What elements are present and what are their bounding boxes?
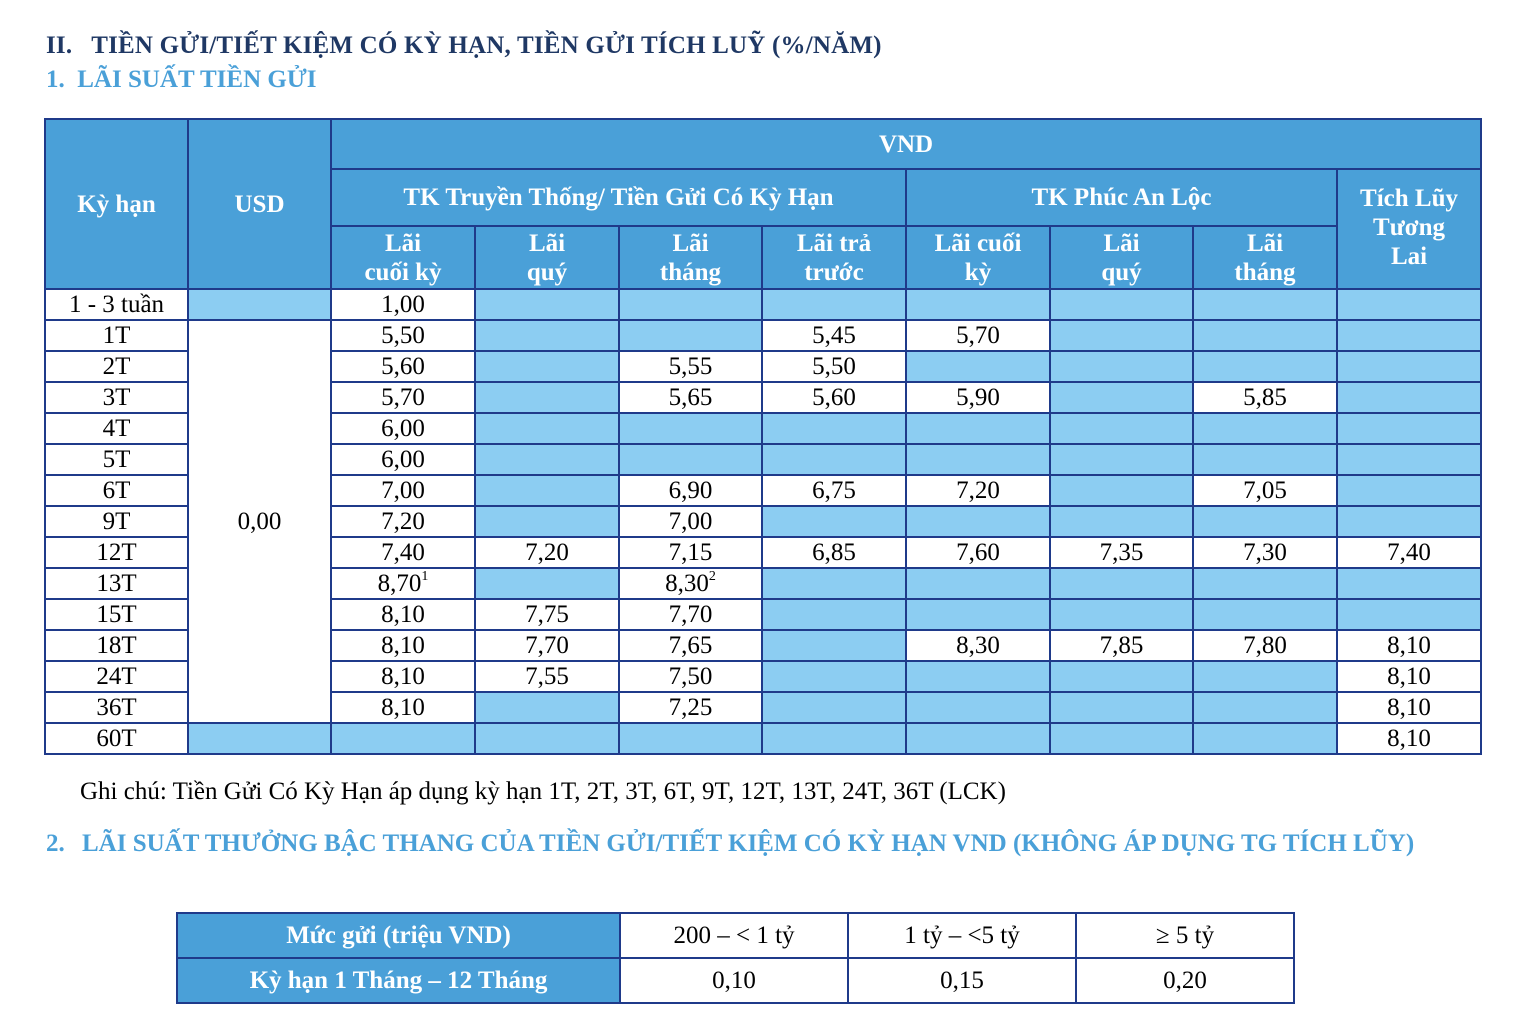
tier-rate-2: 0,15 xyxy=(848,958,1076,1003)
rate-cell-pal-end xyxy=(906,630,1050,661)
empty-cell xyxy=(1050,289,1193,320)
rate-value: 5,70 xyxy=(956,322,1000,349)
term-cell: 6T xyxy=(45,475,188,506)
header-pal-end-label: Lãi cuối kỳ xyxy=(934,229,1022,286)
rate-value: 7,20 xyxy=(381,508,425,535)
term-cell: 24T xyxy=(45,661,188,692)
rate-cell-tt-month xyxy=(619,537,762,568)
rate-cell-tt-end xyxy=(331,692,475,723)
empty-cell xyxy=(762,692,906,723)
header-tich-luy-tuong-lai xyxy=(1337,169,1481,289)
empty-cell xyxy=(475,413,619,444)
rate-cell-tt-end xyxy=(331,630,475,661)
rate-cell-tt-month xyxy=(619,661,762,692)
rate-cell-tt-month xyxy=(619,382,762,413)
header-tich-luy-label: Tích Lũy Tương Lai xyxy=(1360,185,1458,270)
empty-cell xyxy=(906,506,1050,537)
empty-cell xyxy=(1337,599,1481,630)
rate-value: 7,70 xyxy=(525,632,569,659)
empty-cell xyxy=(619,444,762,475)
term-cell: 1 - 3 tuần xyxy=(45,289,188,320)
rate-value: 8,10 xyxy=(1387,632,1431,659)
rate-value: 7,85 xyxy=(1099,632,1144,659)
rate-cell-tt-end xyxy=(331,320,475,351)
empty-cell xyxy=(619,320,762,351)
empty-cell xyxy=(906,444,1050,475)
rate-cell-tt-month xyxy=(619,506,762,537)
header-tt-month-label: Lãi tháng xyxy=(659,229,722,286)
rate-value: 6,85 xyxy=(812,539,856,566)
header-tt-quarterly xyxy=(475,226,619,289)
header-traditional-savings: TK Truyền Thống/ Tiền Gửi Có Kỳ Hạn xyxy=(331,169,906,226)
rate-value: 7,75 xyxy=(525,601,569,628)
rate-value: 7,50 xyxy=(668,663,713,690)
header-term: Kỳ hạn xyxy=(45,119,188,289)
rate-cell-tt-month xyxy=(619,630,762,661)
rate-value: 7,35 xyxy=(1099,539,1144,566)
empty-cell xyxy=(1050,475,1193,506)
empty-cell xyxy=(475,568,619,599)
rate-cell-tt-end xyxy=(331,413,475,444)
term-cell: 1T xyxy=(45,320,188,351)
empty-cell xyxy=(1050,444,1193,475)
empty-cell xyxy=(1193,320,1337,351)
rate-value: 7,25 xyxy=(668,694,713,721)
rate-cell-tt-end xyxy=(331,382,475,413)
term-cell: 13T xyxy=(45,568,188,599)
rate-value: 5,65 xyxy=(668,384,713,411)
rate-value: 8,10 xyxy=(381,663,425,690)
empty-cell xyxy=(762,723,906,754)
rates-table-body xyxy=(45,289,1481,754)
empty-cell xyxy=(762,630,906,661)
empty-cell xyxy=(475,506,619,537)
empty-cell xyxy=(1050,506,1193,537)
subsection-number: 2. xyxy=(46,830,65,857)
header-phuc-an-loc: TK Phúc An Lộc xyxy=(906,169,1337,226)
deposit-level-label: Mức gửi (triệu VND) xyxy=(177,913,620,958)
table-row xyxy=(45,723,1481,754)
rate-cell-pal-end xyxy=(906,475,1050,506)
rate-value: 7,55 xyxy=(525,663,569,690)
rate-cell-tt-end xyxy=(331,537,475,568)
empty-cell xyxy=(1193,599,1337,630)
empty-cell xyxy=(762,568,906,599)
empty-cell xyxy=(1193,444,1337,475)
table-note: Ghi chú: Tiền Gửi Có Kỳ Hạn áp dụng kỳ hạn 1T, 2T, 3T, 6T, 9T, 12T, 13T, 24T, 36T (LCK) xyxy=(80,778,1006,805)
rate-cell-tt-end xyxy=(331,599,475,630)
rate-cell-pal-end xyxy=(906,537,1050,568)
rate-cell-tt-month xyxy=(619,351,762,382)
rate-cell-pal-month xyxy=(1193,630,1337,661)
rate-value: 6,00 xyxy=(381,415,425,442)
empty-cell xyxy=(1193,351,1337,382)
empty-cell xyxy=(906,723,1050,754)
empty-cell xyxy=(475,475,619,506)
empty-cell xyxy=(1337,413,1481,444)
term-cell: 18T xyxy=(45,630,188,661)
empty-cell xyxy=(475,320,619,351)
rate-value: 7,00 xyxy=(381,477,425,504)
rate-cell-pal-quarter xyxy=(1050,537,1193,568)
rate-cell-tt-month xyxy=(619,475,762,506)
empty-cell xyxy=(1050,692,1193,723)
rate-cell-tt-quarter xyxy=(475,661,619,692)
section-title: II. TIỀN GỬI/TIẾT KIỆM CÓ KỲ HẠN, TIỀN GỬI TÍCH LUỸ (%/NĂM) xyxy=(46,32,882,59)
term-cell: 15T xyxy=(45,599,188,630)
empty-cell xyxy=(762,413,906,444)
rate-cell-tt-prepaid xyxy=(762,351,906,382)
empty-cell xyxy=(1193,568,1337,599)
usd-empty-cell xyxy=(188,289,331,320)
empty-cell xyxy=(906,692,1050,723)
rate-value: 6,00 xyxy=(381,446,425,473)
header-tt-end-label: Lãi cuối kỳ xyxy=(364,229,442,286)
rate-value: 5,70 xyxy=(381,384,425,411)
empty-cell xyxy=(475,692,619,723)
empty-cell xyxy=(475,382,619,413)
rate-value: 7,65 xyxy=(668,632,713,659)
empty-cell xyxy=(1193,413,1337,444)
table-row xyxy=(45,289,1481,320)
header-tt-prepaid xyxy=(762,226,906,289)
rate-value: 5,50 xyxy=(812,353,856,380)
rate-value: 6,75 xyxy=(812,477,856,504)
rate-cell-tich-luy xyxy=(1337,692,1481,723)
rate-value: 8,10 xyxy=(1387,694,1431,721)
empty-cell xyxy=(1193,289,1337,320)
empty-cell xyxy=(906,289,1050,320)
term-cell: 2T xyxy=(45,351,188,382)
header-tt-monthly xyxy=(619,226,762,289)
rate-cell-tt-month xyxy=(619,692,762,723)
rate-value: 8,30 xyxy=(956,632,1000,659)
rate-cell-tt-end xyxy=(331,661,475,692)
tier-rate-3: 0,20 xyxy=(1076,958,1294,1003)
header-pal-month-label: Lãi tháng xyxy=(1234,229,1296,286)
rate-value: 7,20 xyxy=(956,477,1000,504)
empty-cell xyxy=(762,506,906,537)
empty-cell xyxy=(1337,568,1481,599)
rate-cell-tt-end xyxy=(331,289,475,320)
empty-cell xyxy=(1193,661,1337,692)
rate-cell-tt-prepaid xyxy=(762,382,906,413)
header-tt-prepaid-label: Lãi trả trước xyxy=(796,229,872,286)
rate-value: 1,00 xyxy=(381,291,425,318)
rate-cell-tt-end xyxy=(331,568,475,599)
table-row xyxy=(45,320,1481,351)
empty-cell xyxy=(906,599,1050,630)
rate-value: 7,15 xyxy=(668,539,713,566)
empty-cell xyxy=(1050,320,1193,351)
rate-cell-tich-luy xyxy=(1337,723,1481,754)
empty-cell xyxy=(475,444,619,475)
rate-cell-tt-end xyxy=(331,444,475,475)
empty-cell xyxy=(1193,506,1337,537)
empty-cell xyxy=(1050,413,1193,444)
rate-cell-tt-month xyxy=(619,568,762,599)
rate-cell-tich-luy xyxy=(1337,630,1481,661)
rate-cell-pal-quarter xyxy=(1050,630,1193,661)
rate-cell-pal-end xyxy=(906,320,1050,351)
term-range-label: Kỳ hạn 1 Tháng – 12 Tháng xyxy=(177,958,620,1003)
header-tt-quarter-label: Lãi quý xyxy=(526,229,568,286)
tier-header-2: 1 tỷ – <5 tỷ xyxy=(848,913,1076,958)
rate-cell-tich-luy xyxy=(1337,537,1481,568)
empty-cell xyxy=(1193,692,1337,723)
header-vnd: VND xyxy=(331,119,1481,169)
rate-cell-tt-prepaid xyxy=(762,537,906,568)
empty-cell xyxy=(619,723,762,754)
header-pal-monthly xyxy=(1193,226,1337,289)
tier-header-3: ≥ 5 tỷ xyxy=(1076,913,1294,958)
empty-cell xyxy=(1050,351,1193,382)
rate-cell-tt-end xyxy=(331,475,475,506)
rate-value: 7,70 xyxy=(668,601,713,628)
rate-cell-tt-end xyxy=(331,506,475,537)
subsection-title-deposit-rates: 1. LÃI SUẤT TIỀN GỬI xyxy=(46,66,317,93)
rate-cell-tt-month xyxy=(619,599,762,630)
empty-cell xyxy=(1337,444,1481,475)
empty-cell xyxy=(1050,599,1193,630)
rate-value: 5,60 xyxy=(381,353,425,380)
rate-cell-tt-quarter xyxy=(475,630,619,661)
rate-value: 8,10 xyxy=(381,632,425,659)
empty-cell xyxy=(906,413,1050,444)
rate-cell-pal-month xyxy=(1193,475,1337,506)
empty-cell xyxy=(1337,475,1481,506)
rate-cell-tt-quarter xyxy=(475,599,619,630)
rate-value: 7,20 xyxy=(525,539,569,566)
empty-cell xyxy=(331,723,475,754)
rate-cell-pal-month xyxy=(1193,382,1337,413)
rate-value: 8,10 xyxy=(1387,725,1431,752)
rate-value: 5,85 xyxy=(1243,384,1287,411)
empty-cell xyxy=(475,723,619,754)
rate-value: 6,90 xyxy=(668,477,713,504)
empty-cell xyxy=(475,289,619,320)
rate-cell-pal-end xyxy=(906,382,1050,413)
tier-header-1: 200 – < 1 tỷ xyxy=(620,913,848,958)
deposit-rates-table xyxy=(44,118,1482,755)
empty-cell xyxy=(762,599,906,630)
empty-cell xyxy=(1337,382,1481,413)
subsection-title-text: LÃI SUẤT THƯỞNG BẬC THANG CỦA TIỀN GỬI/TIẾT KIỆM CÓ KỲ HẠN VND (KHÔNG ÁP DỤNG TG TÍCH LŨY) xyxy=(82,830,1415,857)
empty-cell xyxy=(906,568,1050,599)
rate-value: 8,10 xyxy=(1387,663,1431,690)
rate-value: 5,45 xyxy=(812,322,856,349)
rate-cell-tt-prepaid xyxy=(762,475,906,506)
tier-rate-1: 0,10 xyxy=(620,958,848,1003)
subsection-title-tiered-bonus xyxy=(46,828,1486,859)
term-cell: 12T xyxy=(45,537,188,568)
rate-value: 7,30 xyxy=(1243,539,1287,566)
rate-value: 8,10 xyxy=(381,601,425,628)
rate-value: 5,50 xyxy=(381,322,425,349)
empty-cell xyxy=(1337,289,1481,320)
term-cell: 9T xyxy=(45,506,188,537)
empty-cell xyxy=(1337,320,1481,351)
header-pal-end-of-term xyxy=(906,226,1050,289)
usd-empty-cell xyxy=(188,723,331,754)
empty-cell xyxy=(1337,506,1481,537)
rate-value: 7,40 xyxy=(1387,539,1431,566)
rate-value: 5,60 xyxy=(812,384,856,411)
empty-cell xyxy=(1193,723,1337,754)
rate-cell-tt-prepaid xyxy=(762,320,906,351)
empty-cell xyxy=(1337,351,1481,382)
tiered-bonus-table xyxy=(176,912,1295,1004)
empty-cell xyxy=(619,289,762,320)
empty-cell xyxy=(762,444,906,475)
rate-value: 7,60 xyxy=(956,539,1000,566)
empty-cell xyxy=(906,351,1050,382)
rate-cell-tt-quarter xyxy=(475,537,619,568)
rate-value: 8,10 xyxy=(381,694,425,721)
term-cell: 5T xyxy=(45,444,188,475)
header-pal-quarterly xyxy=(1050,226,1193,289)
rate-value: 8,70 xyxy=(377,570,422,597)
empty-cell xyxy=(1050,382,1193,413)
term-cell: 60T xyxy=(45,723,188,754)
header-pal-quarter-label: Lãi quý xyxy=(1101,229,1142,286)
term-cell: 36T xyxy=(45,692,188,723)
header-tt-end-of-term xyxy=(331,226,475,289)
rate-value: 7,80 xyxy=(1243,632,1287,659)
term-cell: 4T xyxy=(45,413,188,444)
empty-cell xyxy=(906,661,1050,692)
footnote-marker: 1 xyxy=(421,568,429,584)
empty-cell xyxy=(619,413,762,444)
empty-cell xyxy=(762,661,906,692)
usd-rate-cell: 0,00 xyxy=(188,320,331,723)
footnote-marker: 2 xyxy=(708,568,716,584)
rate-value: 8,30 xyxy=(665,570,709,597)
rate-cell-tich-luy xyxy=(1337,661,1481,692)
empty-cell xyxy=(1050,568,1193,599)
empty-cell xyxy=(475,351,619,382)
rate-cell-tt-end xyxy=(331,351,475,382)
rate-value: 7,05 xyxy=(1243,477,1287,504)
header-usd: USD xyxy=(188,119,331,289)
rate-cell-pal-month xyxy=(1193,537,1337,568)
empty-cell xyxy=(762,289,906,320)
rate-value: 5,90 xyxy=(956,384,1000,411)
rate-value: 7,00 xyxy=(668,508,713,535)
term-cell: 3T xyxy=(45,382,188,413)
rate-value: 5,55 xyxy=(668,353,713,380)
rate-value: 7,40 xyxy=(381,539,425,566)
empty-cell xyxy=(1050,723,1193,754)
empty-cell xyxy=(1050,661,1193,692)
